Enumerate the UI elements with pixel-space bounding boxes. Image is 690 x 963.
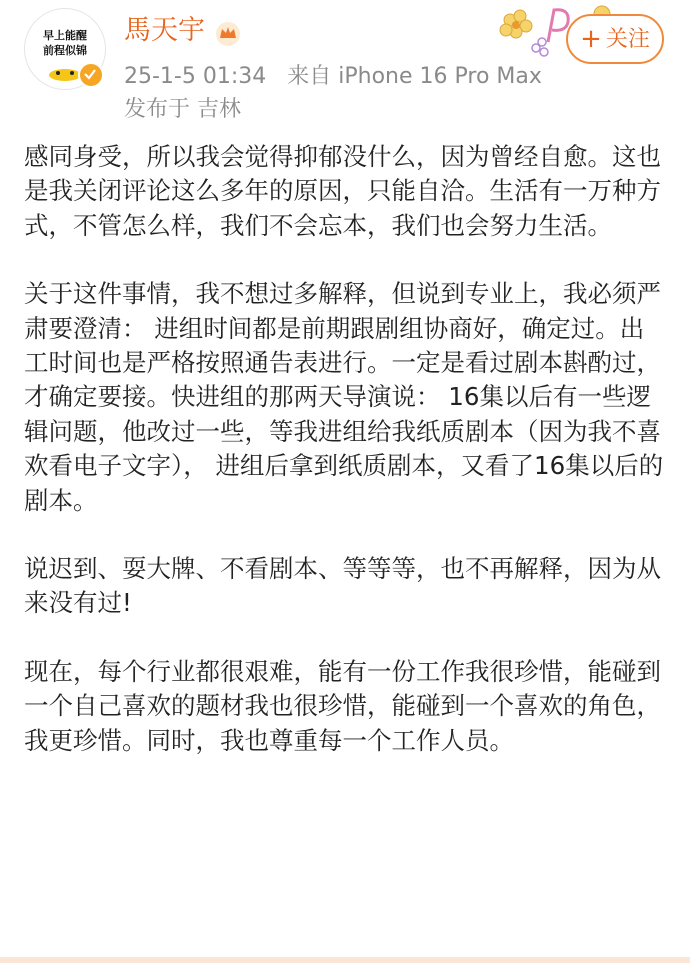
plus-icon: + [580, 24, 602, 54]
crown-icon [214, 20, 242, 46]
post-location: 发布于 吉林 [124, 97, 241, 122]
verified-badge-icon [78, 62, 104, 88]
post-paragraph-1: 感同身受，所以我会觉得抑郁没什么，因为曾经自愈。这也是我关闭评论这么多年的原因，只能自洽。生活有一万种方式，不管怎么样，我们不会忘本，我们也会努力生活。 [24, 142, 661, 240]
username[interactable]: 馬天宇 [124, 15, 205, 46]
avatar-text-line1: 早上能醒 [43, 29, 87, 42]
post-content [24, 140, 664, 792]
post-source: 来自 iPhone 16 Pro Max [287, 64, 542, 89]
post-timestamp: 25-1-5 01:34 [124, 64, 267, 89]
follow-button[interactable] [566, 14, 664, 64]
post-paragraph-3: 说迟到、耍大牌、不看剧本、等等等，也不再解释，因为从来没有过! [24, 554, 661, 618]
bottom-divider [0, 957, 690, 963]
post-paragraph-2: 关于这件事情，我不想过多解释，但说到专业上，我必须严肃要澄清： 进组时间都是前期跟剧组协商好，确定过。出工时间也是严格按照通告表进行。一定是看过剧本斟酌过，才确定要接。快进组的那两天导演说： 16集以后有一些逻辑问题，他改过一些，等我进组给我纸质剧本（因为我不喜欢看电子文字）， 进组后拿到纸质剧本，又看了16集以后的剧本。 [24, 279, 664, 515]
follow-button-label: 关注 [605, 27, 650, 52]
post-meta [124, 62, 542, 92]
post-header [0, 0, 690, 130]
avatar-text-line2: 前程似锦 [43, 44, 87, 57]
post-paragraph-4: 现在，每个行业都很艰难，能有一份工作我很珍惜，能碰到一个自己喜欢的题材我也很珍惜，能碰到一个喜欢的角色，我更珍惜。同时，我也尊重每一个工作人员。 [24, 656, 661, 755]
